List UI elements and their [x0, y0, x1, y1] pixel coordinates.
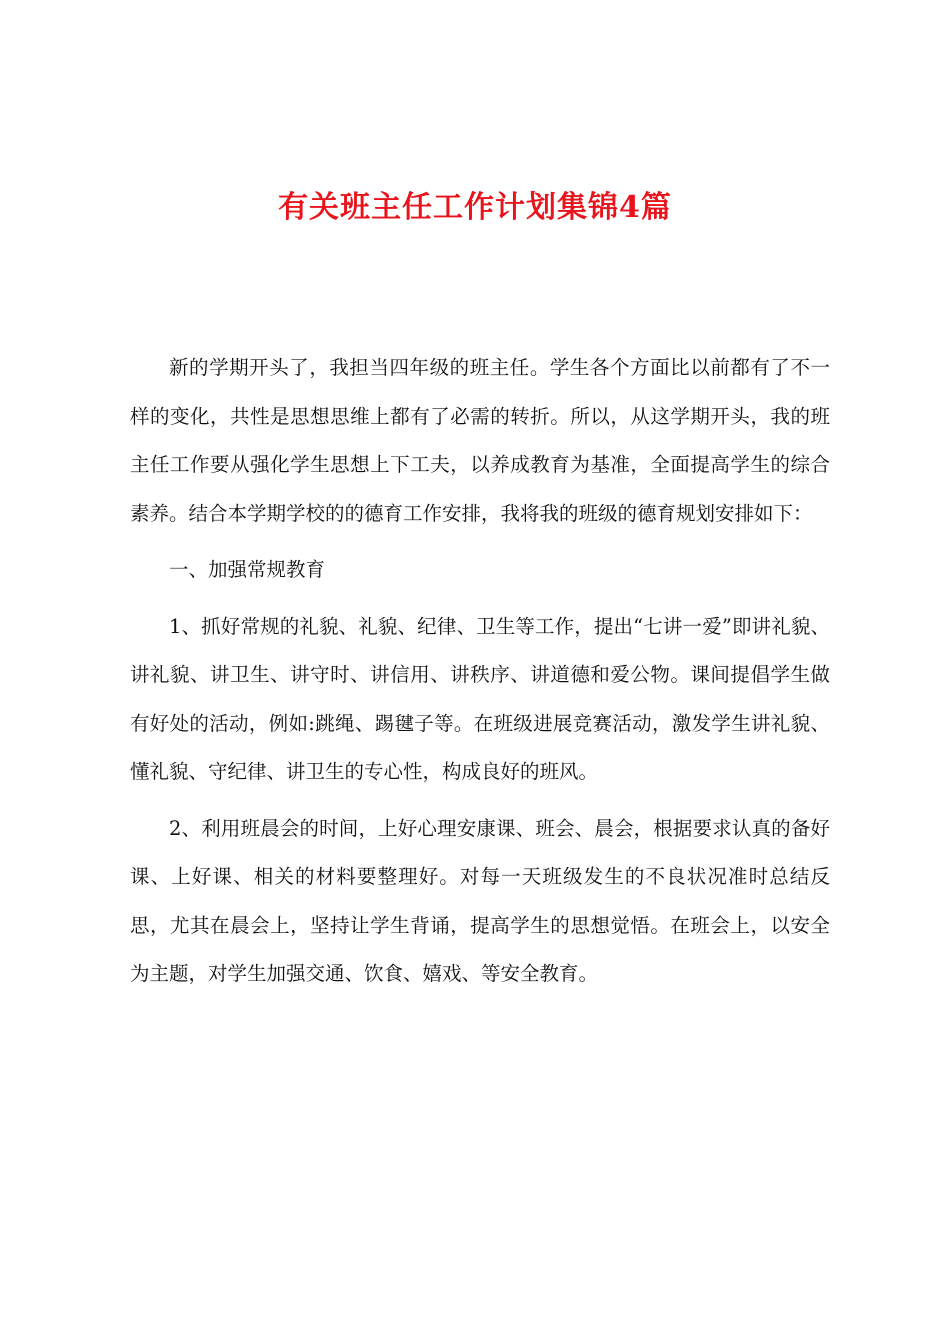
document-title: 有关班主任工作计划集锦4篇	[278, 190, 672, 225]
document-body	[130, 344, 830, 1007]
section-heading: 一、加强常规教育	[169, 558, 326, 581]
paragraph-item-1: 1、抓好常规的礼貌、礼貌、纪律、卫生等工作，提出“七讲一爱”即讲礼貌、讲礼貌、讲卫生、讲守时、讲信用、讲秩序、讲道德和爱公物。课间提倡学生做有好处的活动，例如:跳绳、踢毽子等。在班级进展竞赛活动，激发学生讲礼貌、懂礼貌、守纪律、讲卫生的专心性，构成良好的班风。	[130, 614, 830, 783]
paragraph-intro: 新的学期开头了，我担当四年级的班主任。学生各个方面比以前都有了不一样的变化，共性是思想思维上都有了必需的转折。所以，从这学期开头，我的班主任工作要从强化学生思想上下工夫，以养成教育为基准，全面提高学生的综合素养。结合本学期学校的的德育工作安排，我将我的班级的德育规划安排如下：	[130, 356, 830, 525]
paragraph-item-2: 2、利用班晨会的时间，上好心理安康课、班会、晨会，根据要求认真的备好课、上好课、相关的材料要整理好。对每一天班级发生的不良状况准时总结反思，尤其在晨会上，坚持让学生背诵，提高学生的思想觉悟。在班会上，以安全为主题，对学生加强交通、饮食、嬉戏、等安全教育。	[130, 816, 830, 985]
